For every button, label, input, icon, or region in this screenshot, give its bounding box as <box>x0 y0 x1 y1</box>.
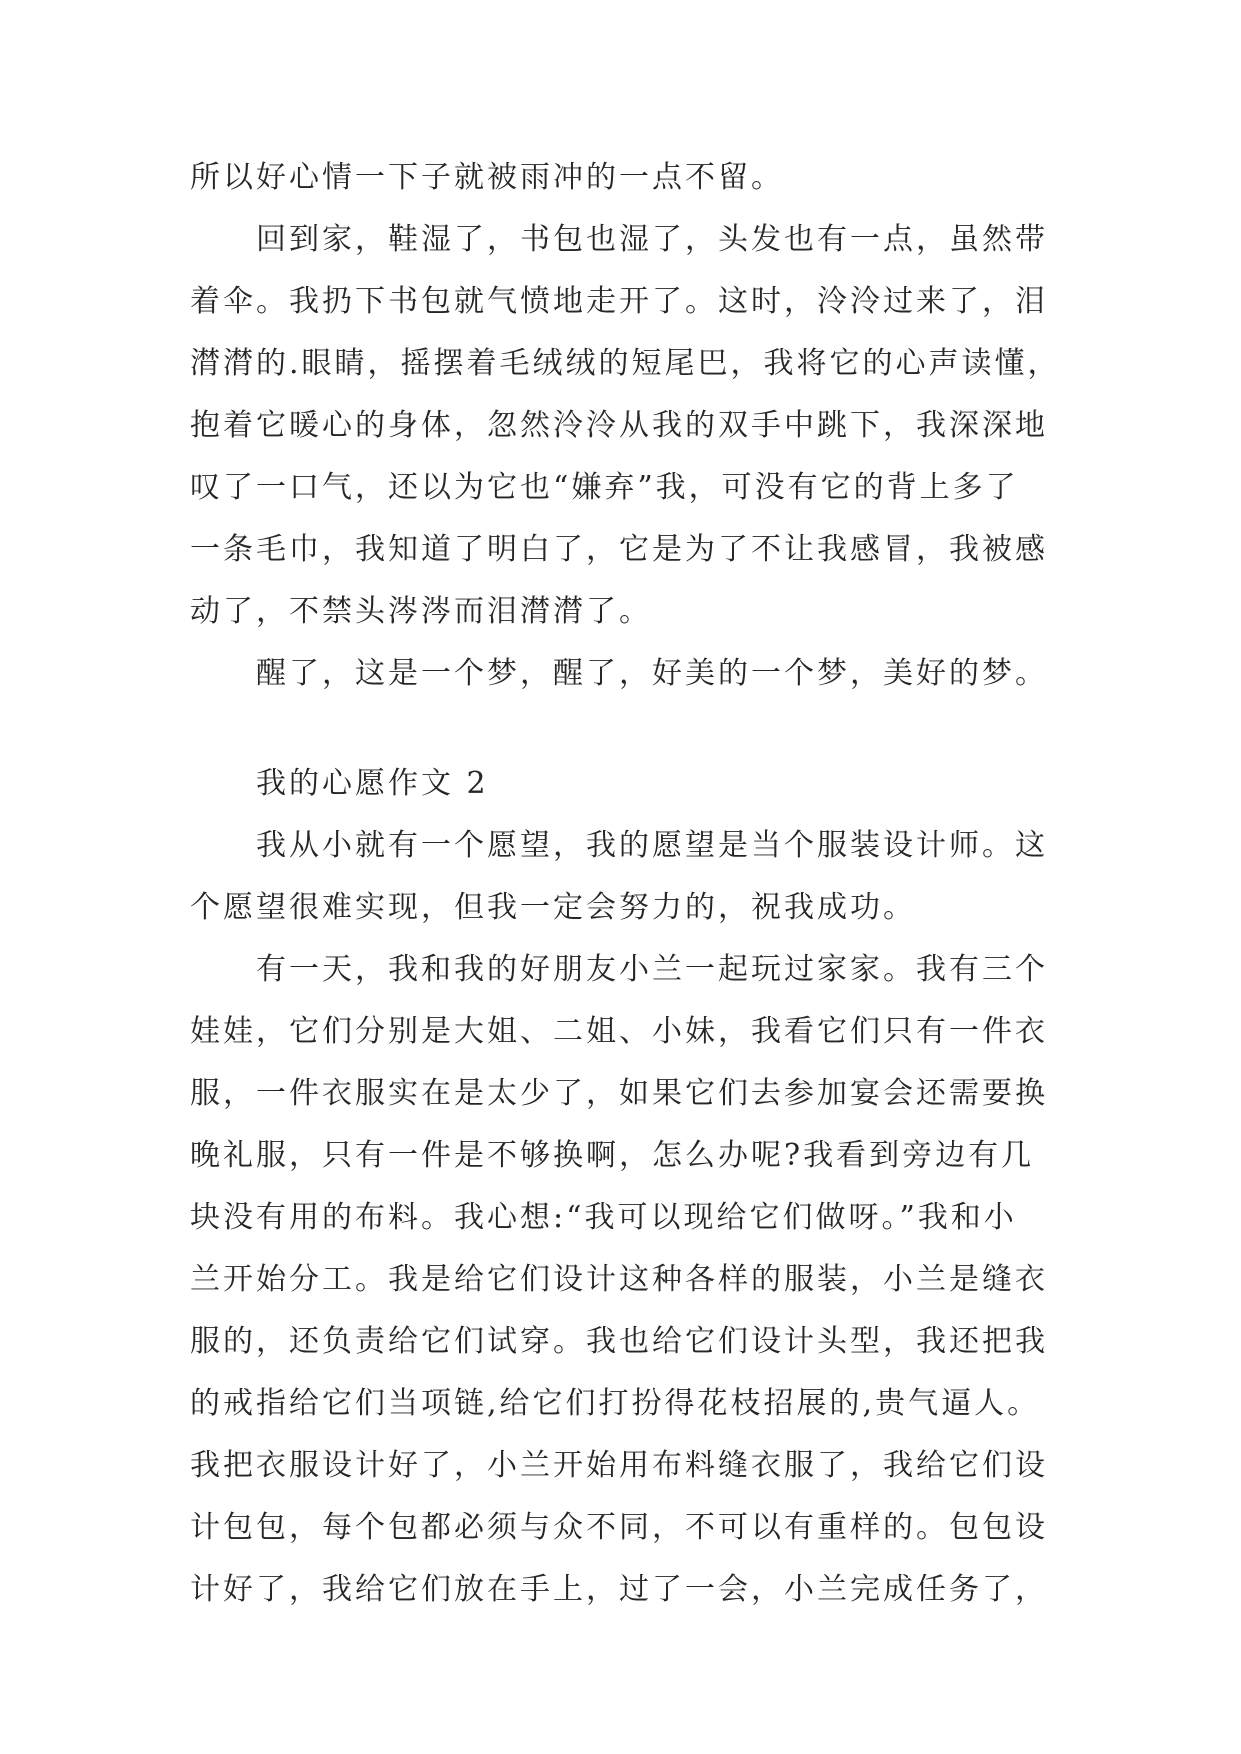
paragraph-line: 娃娃，它们分别是大姐、二姐、小妹，我看它们只有一件衣 <box>190 1014 1048 1049</box>
paragraph-line: 有一天，我和我的好朋友小兰一起玩过家家。我有三个 <box>256 952 1048 987</box>
paragraph-line: 着伞。我扔下书包就气愤地走开了。这时，泠泠过来了，泪 <box>190 284 1048 319</box>
paragraph-line: 回到家，鞋湿了，书包也湿了，头发也有一点，虽然带 <box>256 222 1048 257</box>
paragraph-line: 计好了，我给它们放在手上，过了一会，小兰完成任务了， <box>190 1572 1048 1607</box>
paragraph-line: 的戒指给它们当项链,给它们打扮得花枝招展的,贵气逼人。 <box>190 1386 1041 1421</box>
paragraph-line: 所以好心情一下子就被雨冲的一点不留。 <box>190 160 784 195</box>
paragraph-line: 抱着它暖心的身体，忽然泠泠从我的双手中跳下，我深深地 <box>190 408 1048 443</box>
paragraph-line: 潸潸的.眼睛，摇摆着毛绒绒的短尾巴，我将它的心声读懂， <box>190 346 1061 381</box>
essay-heading: 我的心愿作文 2 <box>256 766 489 801</box>
paragraph-line: 服的，还负责给它们试穿。我也给它们设计头型，我还把我 <box>190 1324 1048 1359</box>
paragraph-line: 计包包，每个包都必须与众不同，不可以有重样的。包包设 <box>190 1510 1048 1545</box>
paragraph-line: 兰开始分工。我是给它们设计这种各样的服装，小兰是缝衣 <box>190 1262 1048 1297</box>
paragraph-line: 我从小就有一个愿望，我的愿望是当个服装设计师。这 <box>256 828 1048 863</box>
paragraph-line: 块没有用的布料。我心想:“我可以现给它们做呀。”我和小 <box>190 1200 1017 1235</box>
section-gap <box>190 718 1070 766</box>
paragraph-line: 服，一件衣服实在是太少了，如果它们去参加宴会还需要换 <box>190 1076 1048 1111</box>
paragraph-line: 叹了一口气，还以为它也“嫌弃”我，可没有它的背上多了 <box>190 470 1019 505</box>
paragraph-line: 醒了，这是一个梦，醒了，好美的一个梦，美好的梦。 <box>256 656 1048 691</box>
paragraph-line: 个愿望很难实现，但我一定会努力的，祝我成功。 <box>190 890 916 925</box>
document-body <box>190 160 1070 1634</box>
paragraph-line: 一条毛巾，我知道了明白了，它是为了不让我感冒，我被感 <box>190 532 1048 567</box>
paragraph-line: 晚礼服，只有一件是不够换啊，怎么办呢?我看到旁边有几 <box>190 1138 1035 1173</box>
paragraph-line: 我把衣服设计好了，小兰开始用布料缝衣服了，我给它们设 <box>190 1448 1048 1483</box>
paragraph-line: 动了，不禁头涔涔而泪潸潸了。 <box>190 594 652 629</box>
